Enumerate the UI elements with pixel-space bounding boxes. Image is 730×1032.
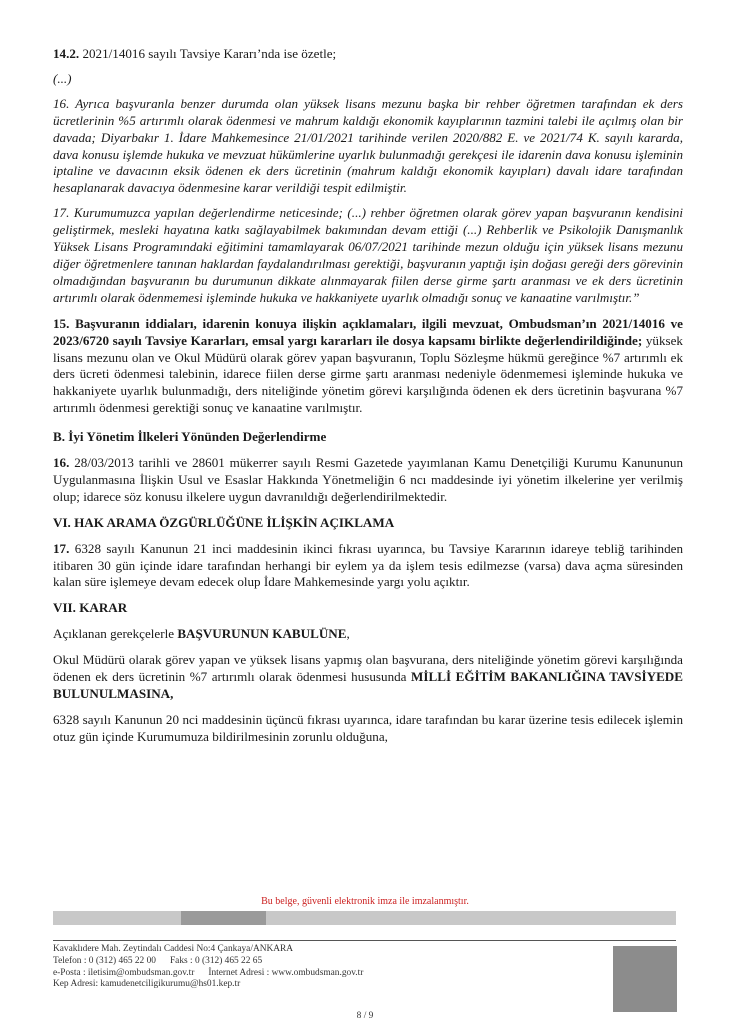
paragraph-headVII (53, 600, 683, 617)
qr-code-placeholder (613, 946, 677, 1012)
paragraph-q17 (53, 205, 683, 306)
paragraph-text-run: 6328 sayılı Kanunun 21 inci maddesinin ikinci fıkrası uyarınca, bu Tavsiye Kararının idareye tebliğ tarihinden itibaren 30 gün içinde idare tarafından herhangi bir eylem ya da işlem tesis edilmezse (varsa) dava açma süresinden kalan süre işlemeye devam edecek olup İdare Mahkemesinde yargı yolu açıktır. (53, 540, 683, 590)
paragraph-text-run: VI. HAK ARAMA ÖZGÜRLÜĞÜNE İLİŞKİN AÇIKLAMA (53, 514, 395, 530)
paragraph-p17 (53, 541, 683, 592)
paragraph-text-run: BAŞVURUNUN KABULÜNE (177, 626, 347, 642)
paragraph-text-run: MİLLİ EĞİTİM BAKANLIĞINA TAVSİYEDE BULUNULMASINA, (53, 669, 683, 701)
paragraph-p14-2 (53, 46, 683, 63)
paragraph-text-run: 14.2. (53, 46, 80, 61)
footer-divider (53, 940, 676, 941)
paragraph-p15 (53, 316, 683, 417)
footer-email: e-Posta : iletisim@ombudsman.gov.tr (53, 967, 195, 978)
paragraph-ellipsis (53, 71, 683, 88)
footer-address: Kavaklıdere Mah. Zeytindalı Caddesi No:4 Çankaya/ANKARA (53, 944, 294, 954)
paragraph-text-run: Okul Müdürü olarak görev yapan ve yüksek lisans yapmış olan başvurana, ders niteliğinde yönetim görevi karşılığında ödenen ek ders ücretinin %7 artırımlı olarak ödenmesi hususunda (53, 652, 683, 685)
footer-bar (53, 911, 676, 925)
footer-web: İnternet Adresi : www.ombudsman.gov.tr (208, 967, 364, 978)
paragraph-headVI (53, 515, 683, 532)
footer-bar-segment (181, 911, 266, 925)
footer-phone: Telefon : 0 (312) 465 22 00 (53, 955, 156, 966)
paragraph-text-run: 17. Kurumumuzca yapılan değerlendirme neticesinde; (...) rehber öğretmen olarak görev yapan başvuranın kendisini geliştirmek, mesleki hayatına katkı sağlayabilmek bakımından devam ettiği (...) Rehberlik ve Psikolojik Danışmanlık Yüksek Lisans Programındaki eğitimini tamamlayarak 06/07/2021 tarihinde mezun olduğu için yüksek lisans mezunu diğer öğretmenlere tanınan haklardan faydalandırılması gerektiği, başvuranın yaptığı işin doğası gereği ders görevinin olmadığından başvuranın bu durumunun dikkate alınmayarak fiilen derse girme şartı aranması ve ek ders ücretinin artırımlı olarak ödenmemesi işleminde hukuka ve hakkaniyete uyarlık olmadığı sonuç ve kanaatine varılmıştır.” (53, 205, 683, 305)
paragraph-text-run: 6328 sayılı Kanunun 20 nci maddesinin üçüncü fıkrası uyarınca, idare tarafından bu karar üzerine tesis edilecek işlemin otuz gün içinde Kurumumuza bildirilmesinin zorunlu olduğuna, (53, 711, 683, 744)
signature-notice: Bu belge, güvenli elektronik imza ile imzalanmıştır. (261, 896, 469, 907)
footer-contact (53, 944, 473, 991)
paragraph-text-run: B. İyi Yönetim İlkeleri Yönünden Değerlendirme (53, 429, 327, 445)
paragraph-text-run: yüksek lisans mezunu olan ve Okul Müdürü olarak görev yapan başvuranın, Toplu Sözleşme hükmü gereğince %7 artırımlı ek ders ücreti ödenmesi talebinin, idarece fiilen derse girme şartı aranması nedeniyle ödenmemesi işleminde hukuka ve hakkaniyete uyarlık bulunmadığı, ders niteliğinde yönetim görevi karşılığında ödenen ek ders ücretinin başvurana %7 artırımlı ödenmesi gerektiği sonuç ve kanaatine varılmıştır. (53, 332, 683, 416)
paragraph-text-run: 16. Ayrıca başvuranla benzer durumda olan yüksek lisans mezunu başka bir rehber öğretmen tarafından ek ders ücretlerinin %5 artırımlı olarak ödenmesi ve mahrum kaldığı ekonomik kayıplarının tazmini talebi ile açılmış olan bir davada; Diyarbakır 1. İdare Mahkemesince 21/01/2021 tarihinde verilen 2020/882 E. ve 2021/74 K. sayılı kararda, dava konusu işlemde hukuka ve mevzuat hükümlerine uyarlık bulunmadığı gerekçesi ile idarenin dava konusu işleminin iptaline ve davacının eksik ödenen ek ders ücretinin (mahrum kaldığı ekonomik kayıpları) davalı idare tarafından hesaplanarak davacıya ödenmesine karar verildiği tespit edilmiştir. (53, 95, 683, 196)
paragraph-text-run: , (346, 626, 350, 642)
paragraph-text-run: 17. (53, 540, 70, 556)
paragraph-text-run: 28/03/2013 tarihli ve 28601 mükerrer sayılı Resmi Gazetede yayımlanan Kamu Denetçiliği Kurumu Kanununun Uygulanmasına İlişkin Usul ve Esaslar Hakkında Yönetmeliğin 6 ncı maddesinde iyi yönetim ilkelerine yer verilmiş olup; idarece söz konusu ilkelere uygun davranıldığı değerlendirilmektedir. (53, 455, 683, 504)
document-body (53, 46, 683, 746)
footer-kep: Kep Adresi: kamudenetciligikurumu@hs01.kep.tr (53, 979, 241, 990)
footer-bar-segment (53, 911, 181, 925)
paragraph-text-run: 15. Başvuranın iddiaları, idarenin konuya ilişkin açıklamaları, ilgili mevzuat, Ombudsman’ın 2021/14016 ve 2023/6720 sayılı Tavsiye Kararları, emsal yargı kararları ile dosya kapsamı birlikte değerlendirildiğinde; (53, 315, 683, 348)
paragraph-p6328 (53, 712, 683, 746)
paragraph-text-run: Açıklanan gerekçelerle (53, 626, 178, 642)
footer-fax: Faks : 0 (312) 465 22 65 (169, 955, 263, 966)
paragraph-text-run: 2021/14016 sayılı Tavsiye Kararı’nda ise özetle; (79, 46, 337, 61)
paragraph-headB (53, 429, 683, 446)
paragraph-text-run: 16. (53, 455, 70, 471)
paragraph-p16 (53, 455, 683, 506)
paragraph-pAcik (53, 626, 683, 643)
page-number: 8 / 9 (356, 1011, 374, 1021)
paragraph-q16 (53, 96, 683, 197)
footer-phone-fax (53, 956, 473, 968)
paragraph-text-run: VII. KARAR (53, 600, 128, 616)
paragraph-text-run: (...) (53, 70, 72, 86)
paragraph-pOkul (53, 652, 683, 703)
footer-bar-segment (266, 911, 676, 925)
footer-email-web (53, 968, 473, 980)
